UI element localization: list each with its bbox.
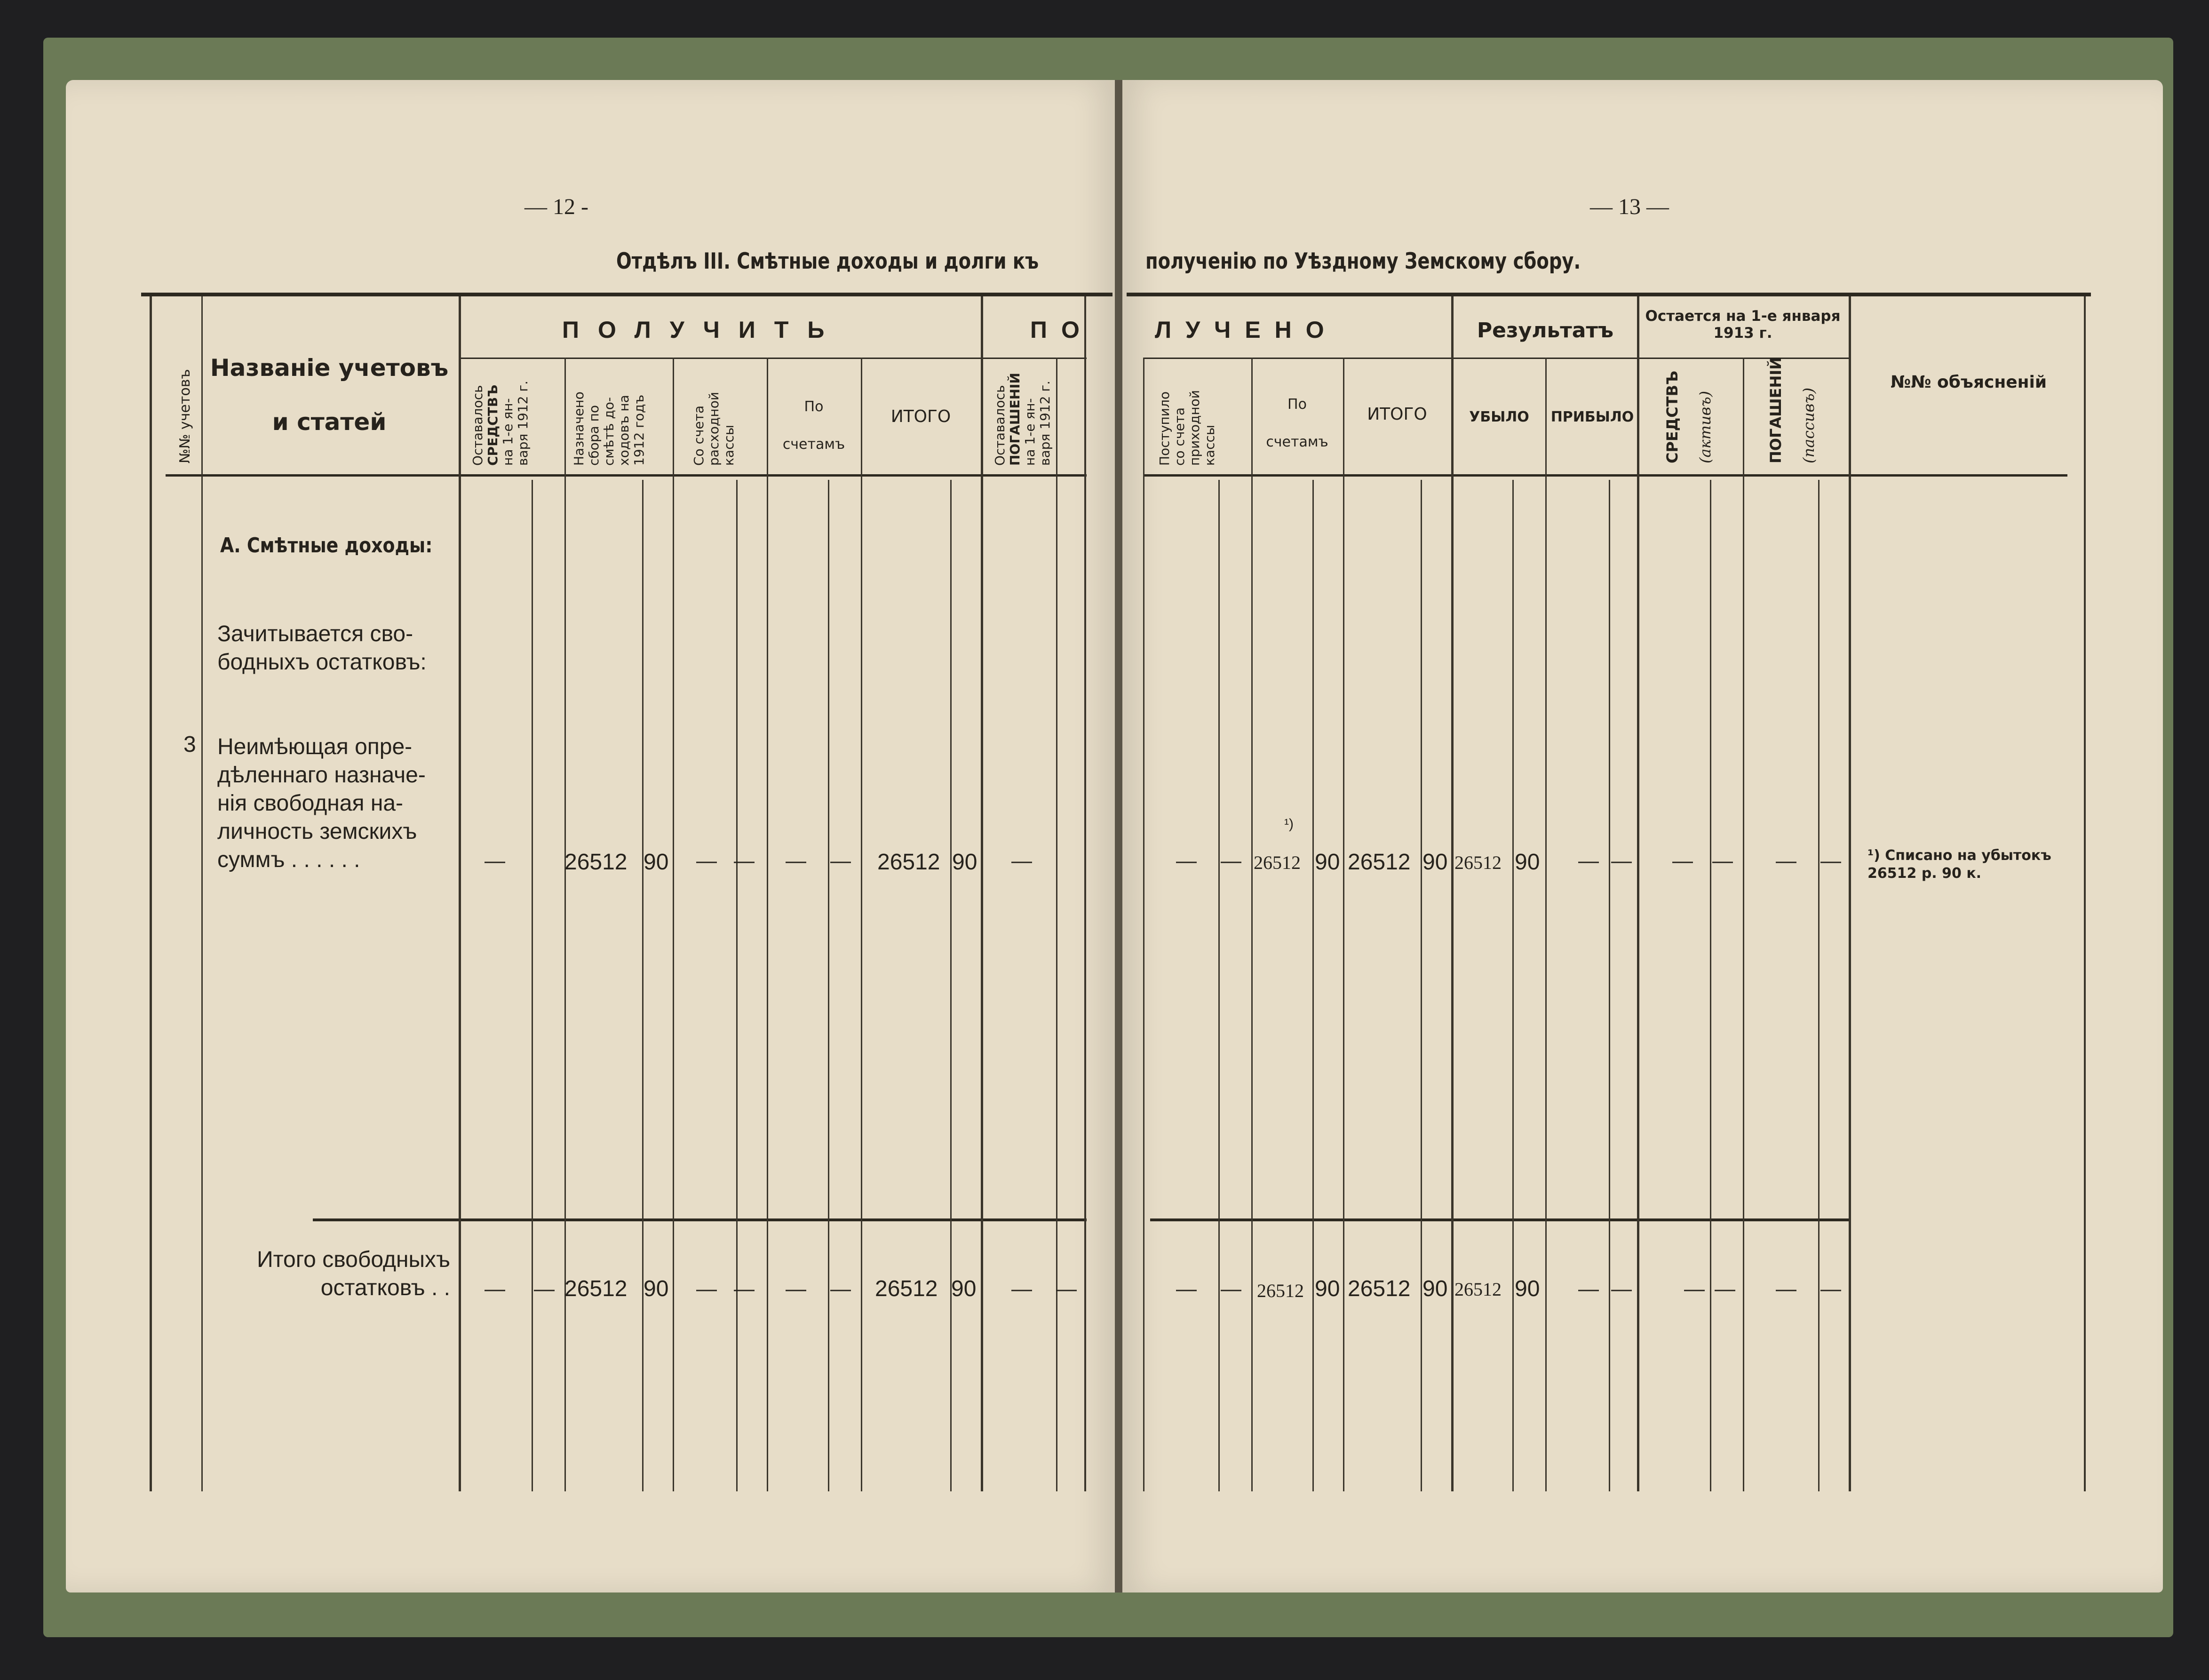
- header-pogasheniy-passiv: [1759, 357, 1825, 463]
- header-line: варя 1912 г.: [1037, 381, 1053, 466]
- header-line: кассы: [721, 425, 737, 466]
- row3-so-scheta-dash: —: [696, 849, 717, 872]
- row3-po-schetam-rub: 26512: [1254, 852, 1301, 873]
- total-po-schetam-rub: 26512: [1257, 1280, 1304, 1301]
- header-col-name-line1: Названіе учетовъ: [210, 354, 449, 382]
- book-gutter: [1115, 80, 1122, 1592]
- header-line: Оставалось: [470, 385, 485, 466]
- total-ostavalos-dash: —: [485, 1277, 505, 1300]
- row3-postupilo-dash: —: [1176, 849, 1197, 872]
- table-top-rule-right: [1127, 293, 2091, 296]
- page-number-right: — 13 —: [1590, 194, 1669, 219]
- header-line: сбора по: [586, 405, 602, 466]
- col-rule: [1609, 480, 1610, 1491]
- row3-naznacheno-rub: 26512: [564, 850, 628, 875]
- col-rule: [1818, 480, 1820, 1491]
- row3-pogasheniy-right-kop-dash: —: [1820, 849, 1841, 872]
- header-ostavalos-pogasheniy: [993, 373, 1053, 466]
- row3-name: [217, 733, 426, 874]
- row-zachityvaetsya: [217, 620, 427, 677]
- header-line: смѣтѣ до-: [601, 397, 617, 466]
- row3-pribylo-dash: —: [1578, 849, 1599, 872]
- col-rule: [1637, 296, 1639, 1491]
- header-line: варя 1912 г.: [515, 381, 531, 466]
- header-po-schetam-right: [1254, 386, 1341, 461]
- header-line: приходной: [1187, 390, 1202, 466]
- subtotal-rule-left: [313, 1218, 1087, 1221]
- col-rule: [1710, 480, 1711, 1491]
- header-line: Поступило: [1157, 391, 1172, 466]
- col-rule: [1849, 296, 1851, 1491]
- total-pogasheniy-kop-dash: —: [1056, 1277, 1077, 1300]
- header-pribylo: ПРИБЫЛО: [1550, 409, 1634, 425]
- header-sredstv-aktiv: [1656, 371, 1722, 463]
- total-po-schetam-kop-dash: —: [830, 1277, 851, 1300]
- stub-line: дѣленнаго назначе-: [217, 763, 426, 788]
- header-so-scheta-rashodnoy: [691, 392, 737, 466]
- col-rule: [532, 480, 533, 1491]
- col-rule: [150, 296, 152, 1491]
- row3-itogo-kop: 90: [952, 850, 977, 875]
- total-itogo-kop: 90: [951, 1276, 977, 1301]
- header-col-name: [207, 341, 452, 449]
- total-po-schetam-kop: 90: [1315, 1276, 1340, 1301]
- header-col-name-line2: и статей: [272, 408, 387, 436]
- col-rule: [1312, 480, 1314, 1491]
- row3-sredstv-kop-dash: —: [1712, 849, 1733, 872]
- header-group-lucheno: ЛУЧЕНО: [1155, 317, 1338, 343]
- header-line: счетамъ: [782, 436, 845, 453]
- col-rule: [2084, 296, 2086, 1491]
- title-right: полученію по Уѣздному Земскому сбору.: [1145, 248, 1581, 274]
- col-rule: [564, 358, 566, 1491]
- total-pribylo-dash: —: [1578, 1277, 1599, 1300]
- total-sredstv-kop-dash: —: [1715, 1277, 1735, 1300]
- stub-line: личность земскихъ: [217, 819, 417, 844]
- right-page: [1119, 80, 2163, 1592]
- row3-ubylo-rub: 26512: [1454, 852, 1502, 873]
- note-line: ¹) Списано на убытокъ: [1867, 847, 2051, 864]
- stub-line: Зачитывается сво-: [217, 621, 413, 646]
- table-top-rule-left: [141, 293, 1112, 296]
- row3-number: 3: [183, 732, 196, 757]
- row3-note-mark: ¹): [1284, 816, 1294, 832]
- header-line: расходной: [706, 391, 722, 466]
- total-so-scheta-kop-dash: —: [734, 1277, 755, 1300]
- stub-line: Неимѣющая опре-: [217, 734, 413, 759]
- header-line: на 1-е ян-: [500, 398, 516, 466]
- row3-pogasheniy-dash: —: [1011, 849, 1032, 872]
- total-naznacheno-rub: 26512: [564, 1276, 628, 1301]
- header-line: (пассивъ): [1800, 387, 1818, 463]
- row3-ubylo-kop: 90: [1515, 850, 1540, 875]
- header-group-poluchit: ПОЛУЧИТЬ: [562, 317, 843, 343]
- header-line: По: [804, 398, 824, 415]
- header-ostavalos-sredstv: [470, 381, 531, 466]
- col-rule: [642, 480, 644, 1491]
- col-rule: [1084, 296, 1086, 1491]
- row3-po-schetam-kop: 90: [1315, 850, 1340, 875]
- row3-naznacheno-kop: 90: [644, 850, 669, 875]
- stub-line: Итого свободныхъ: [257, 1247, 450, 1272]
- row3-postupilo-kop-dash: —: [1221, 849, 1241, 872]
- header-itogo-right: ИТОГО: [1367, 405, 1427, 424]
- header-line: (активъ): [1696, 390, 1714, 463]
- col-rule: [736, 480, 738, 1491]
- header-group-ostaetsya: Остается на 1-е января 1913 г.: [1645, 308, 1841, 342]
- stub-line: суммъ . . . . . .: [217, 847, 360, 872]
- header-col-no: №№ учетовъ: [177, 369, 193, 463]
- header-line: Назначено: [571, 391, 587, 466]
- total-sredstv-dash: —: [1684, 1277, 1705, 1300]
- header-line: счетамъ: [1266, 434, 1328, 450]
- stub-line: бодныхъ остатковъ:: [217, 650, 427, 675]
- total-ostavalos-kop-dash: —: [534, 1277, 555, 1300]
- total-po-schetam-dash: —: [786, 1277, 806, 1300]
- col-rule: [1143, 358, 1144, 1491]
- col-rule: [767, 358, 768, 1491]
- col-rule: [1512, 480, 1514, 1491]
- row3-itogo-right-kop: 90: [1422, 850, 1448, 875]
- row3-ostavalos-dash: —: [485, 849, 505, 872]
- row3-explanation-note: [1867, 847, 2051, 883]
- col-rule: [201, 296, 203, 1491]
- header-line: ходовъ на: [616, 395, 632, 466]
- header-line: на 1-е ян-: [1022, 398, 1038, 466]
- row3-po-schetam-kop-dash: —: [830, 849, 851, 872]
- header-itogo: ИТОГО: [890, 407, 951, 426]
- title-left: Отдѣлъ III. Смѣтные доходы и долги къ: [616, 248, 1039, 274]
- total-pogasheniy-right-dash: —: [1776, 1277, 1796, 1300]
- col-rule: [1056, 358, 1057, 1491]
- row3-po-schetam-dash: —: [786, 849, 806, 872]
- total-postupilo-dash: —: [1176, 1277, 1197, 1300]
- note-line: 26512 р. 90 к.: [1867, 865, 1982, 882]
- row3-so-scheta-kop-dash: —: [734, 849, 755, 872]
- col-rule: [861, 358, 862, 1491]
- total-pribylo-kop-dash: —: [1611, 1277, 1632, 1300]
- header-line: ПОГАШЕНІЙ: [1007, 373, 1023, 466]
- col-rule: [981, 296, 983, 1491]
- total-so-scheta-dash: —: [696, 1277, 717, 1300]
- subtotal-rule-right: [1150, 1218, 1851, 1221]
- header-line: СРЕДСТВЪ: [1663, 370, 1681, 463]
- total-itogo-rub: 26512: [875, 1276, 938, 1301]
- col-rule: [950, 480, 952, 1491]
- total-itogo-right-kop: 90: [1422, 1276, 1448, 1301]
- col-rule: [1343, 358, 1344, 1491]
- row3-itogo-rub: 26512: [877, 850, 940, 875]
- row3-sredstv-dash: —: [1672, 849, 1693, 872]
- header-bottom-rule-right: [1143, 474, 2067, 477]
- header-line: По: [1287, 396, 1307, 413]
- col-rule: [673, 358, 674, 1491]
- header-group-result: Результатъ: [1477, 318, 1614, 342]
- total-naznacheno-kop: 90: [644, 1276, 669, 1301]
- total-pogasheniy-right-kop-dash: —: [1820, 1277, 1841, 1300]
- header-line: кассы: [1202, 425, 1217, 466]
- header-line: 1912 годъ: [631, 394, 647, 466]
- header-obyasneniy: №№ объясненій: [1890, 373, 2047, 392]
- total-row-name: [217, 1246, 450, 1302]
- total-pogasheniy-dash: —: [1011, 1277, 1032, 1300]
- header-ubylo: УБЫЛО: [1469, 409, 1529, 425]
- col-rule: [1251, 358, 1253, 1491]
- header-po-schetam: [769, 388, 858, 463]
- col-rule: [1545, 358, 1547, 1491]
- header-line: СРЕДСТВЪ: [485, 384, 501, 466]
- header-group-rule-mid: [981, 358, 1087, 359]
- header-line: ПОГАШЕНІЙ: [1767, 357, 1785, 463]
- header-line: со счета: [1172, 407, 1187, 466]
- header-naznacheno: [572, 391, 647, 466]
- header-line: Оставалось: [992, 385, 1008, 466]
- header-group-rule-left: [461, 358, 981, 359]
- total-itogo-right-rub: 26512: [1348, 1276, 1411, 1301]
- header-group-po: ПО: [1030, 317, 1094, 343]
- col-rule: [1451, 296, 1454, 1491]
- total-postupilo-kop-dash: —: [1221, 1277, 1241, 1300]
- row3-pogasheniy-right-dash: —: [1776, 849, 1796, 872]
- header-postupilo: [1157, 390, 1217, 466]
- header-bottom-rule-left: [166, 474, 1087, 477]
- col-rule: [1218, 480, 1220, 1491]
- header-line: Со счета: [691, 405, 707, 466]
- col-rule: [459, 296, 461, 1491]
- col-rule: [1421, 480, 1422, 1491]
- total-ubylo-rub: 26512: [1454, 1279, 1502, 1300]
- row3-pribylo-kop-dash: —: [1611, 849, 1632, 872]
- stub-line: остатковъ . .: [320, 1275, 450, 1300]
- stub-line: нія свободная на-: [217, 791, 404, 816]
- section-title: А. Смѣтные доходы:: [220, 533, 433, 557]
- total-ubylo-kop: 90: [1515, 1276, 1540, 1301]
- col-rule: [828, 480, 829, 1491]
- row3-itogo-right-rub: 26512: [1348, 850, 1411, 875]
- col-rule: [1743, 358, 1744, 1491]
- page-number-left: — 12 -: [524, 194, 588, 219]
